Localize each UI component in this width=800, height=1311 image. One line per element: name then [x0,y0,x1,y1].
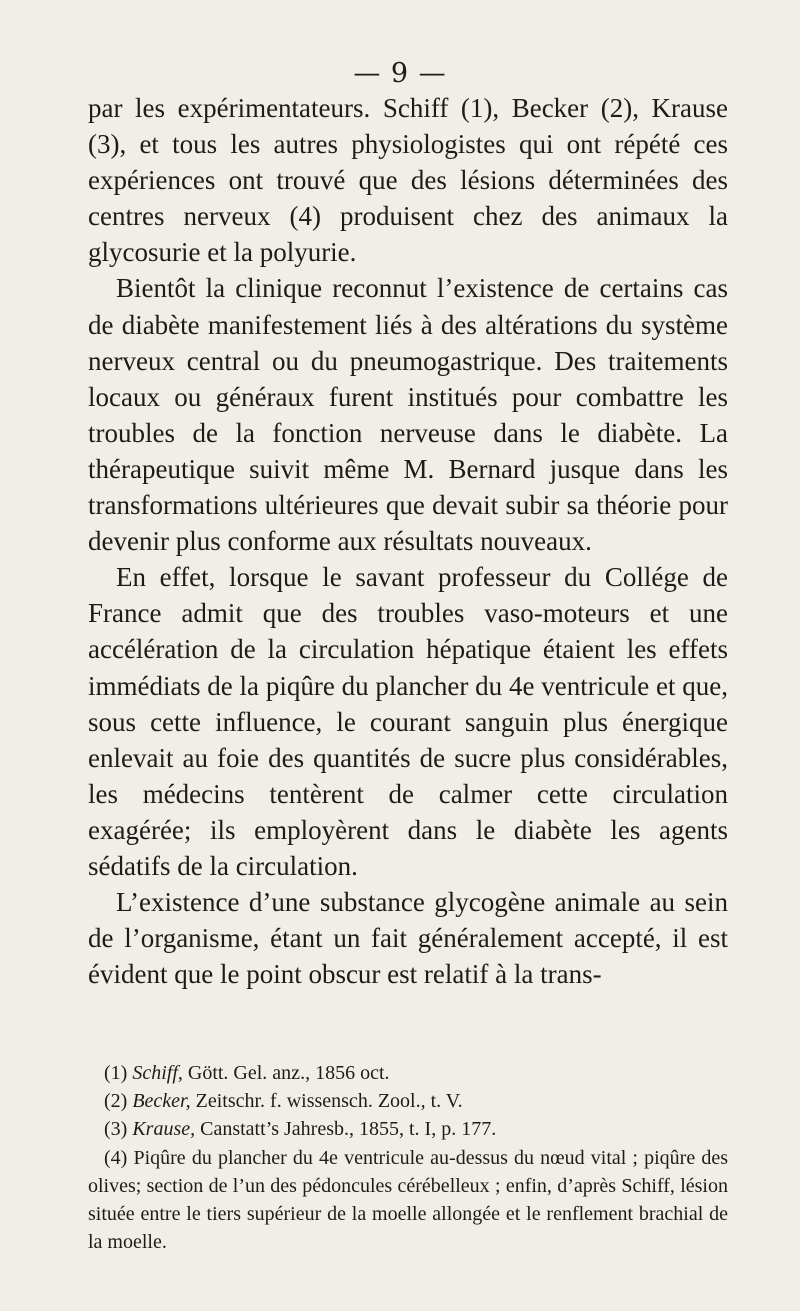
footnote-1 [88,1059,728,1087]
footnote-text: Gött. Gel. anz., 1856 oct. [187,1062,390,1084]
page-number: — 9 — [353,58,447,89]
footnote-author: Becker, [132,1090,191,1113]
footnote-number: (1) [104,1062,128,1084]
footnote-number: (4) [104,1146,128,1169]
paragraph-3: En effet, lorsque le savant professeur du Collége de France admit que des troubles vaso-moteurs et une accélération de la circulation hépatique étaient les effets immédiats de la piqûre du plancher du 4e ventricule et que, sous cette influence, le courant sanguin plus énergique enlevait au foie des quantités de sucre plus considérables, les médecins tentèrent de calmer cette circulation exagérée; ils employèrent dans le diabète les agents sédatifs de la circulation. [88,562,728,881]
footnote-text: Piqûre du plancher du 4e ventricule au-dessus du nœud vital ; piqûre des olives; section de l’un des pédoncules cérébelleux ; enfin, d’après Schiff, lésion située entre le tiers supérieur de la moelle allongée et le renflement brachial de la moelle. [88,1146,729,1254]
footnote-text: Canstatt’s Jahresb., 1855, t. I, p. 177. [200,1118,497,1141]
footnote-number: (2) [104,1090,128,1113]
footnotes [88,1059,728,1256]
footnote-number: (3) [104,1118,128,1141]
footnote-author: Krause, [132,1118,196,1141]
footnote-3 [88,1115,728,1143]
paragraph-4: L’existence d’une substance glycogène animale au sein de l’organisme, étant un fait généralement accepté, il est évident que le point obscur est relatif à la trans- [88,887,728,990]
main-text [88,90,728,992]
footnote-text: Zeitschr. f. wissensch. Zool., t. V. [195,1090,463,1113]
footnote-4 [88,1144,728,1257]
paragraph-2: Bientôt la clinique reconnut l’existence de certains cas de diabète manifestement liés à des altérations du système nerveux central ou du pneumogastrique. Des traitements locaux ou généraux furent institués pour combattre les troubles de la fonction nerveuse dans le diabète. La thérapeutique suivit même M. Bernard jusque dans les transformations ultérieures que devait subir sa théorie pour devenir plus conforme aux résultats nouveaux. [88,273,728,557]
footnote-author: Schiff, [132,1062,183,1084]
footnote-2 [88,1087,728,1115]
paragraph-1: par les expérimentateurs. Schiff (1), Becker (2), Krause (3), et tous les autres physiologistes qui ont répété ces expériences ont trouvé que des lésions déterminées des centres nerveux (4) produisent chez des animaux la glycosurie et la polyurie. [88,93,728,268]
